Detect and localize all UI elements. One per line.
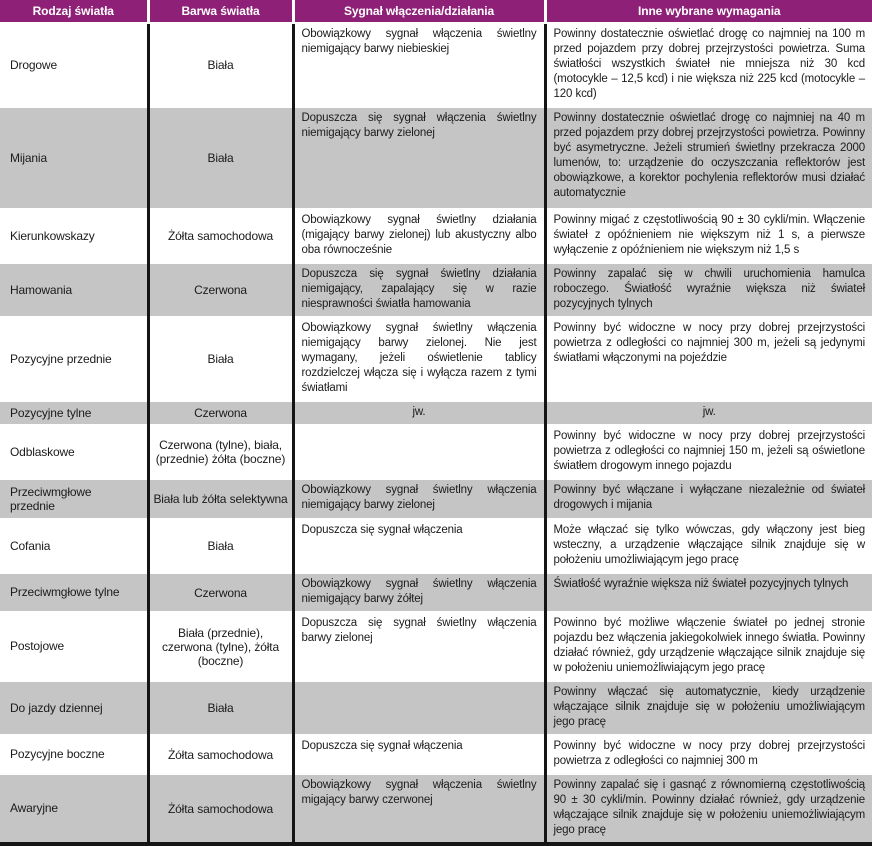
cell-wymagania: Powinny zapalać się i gasnąć z równomierną częstotliwością 90 ± 30 cykli/min. Powinny działać również, gdy urządzenie włączające silnik znajduje się w położeniu uniemożliwiającym jego pracę	[545, 774, 872, 844]
cell-barwa-swiatla: Czerwona	[148, 263, 293, 317]
table-row	[0, 317, 872, 401]
table-row	[0, 107, 872, 209]
cell-sygnal	[293, 425, 545, 479]
cell-sygnal	[293, 681, 545, 735]
cell-wymagania: Może włączać się tylko wówczas, gdy włączony jest bieg wsteczny, a urządzenie włączające silnik znajduje się w położeniu umożliwiającym jego pracę	[545, 519, 872, 573]
cell-rodzaj-swiatla: Mijania	[0, 107, 148, 209]
cell-sygnal: Dopuszcza się sygnał świetlny działania niemigający, zapalający się w razie niesprawności światła hamowania	[293, 263, 545, 317]
table-row	[0, 573, 872, 612]
cell-sygnal: Obowiązkowy sygnał włączenia świetlny niemigający barwy niebieskiej	[293, 23, 545, 107]
cell-wymagania: Powinny być widoczne w nocy przy dobrej przejrzystości powietrza z odległości co najmniej 300 m, jeżeli są jedynymi światłami włączonymi na pojeździe	[545, 317, 872, 401]
cell-rodzaj-swiatla: Odblaskowe	[0, 425, 148, 479]
cell-rodzaj-swiatla: Do jazdy dziennej	[0, 681, 148, 735]
cell-sygnal: Obowiązkowy sygnał włączenia świetlny migający barwy czerwonej	[293, 774, 545, 844]
cell-rodzaj-swiatla: Drogowe	[0, 23, 148, 107]
cell-wymagania: Powinno być możliwe włączenie świateł po jednej stronie pojazdu bez włączenia jakiegokolwiek innego światła. Powinny działać również, gdy urządzenie włączające silnik znajduje się w położeniu uniemożliwiającym jego pracę	[545, 612, 872, 681]
table-header	[0, 0, 872, 23]
cell-barwa-swiatla: Biała (przednie), czerwona (tylne), żółta (boczne)	[148, 612, 293, 681]
cell-sygnal: Obowiązkowy sygnał świetlny włączenia niemigający barwy zielonej	[293, 479, 545, 519]
cell-wymagania: Powinny być włączane i wyłączane niezależnie od świateł drogowych i mijania	[545, 479, 872, 519]
cell-rodzaj-swiatla: Hamowania	[0, 263, 148, 317]
cell-sygnal: Obowiązkowy sygnał świetlny włączenia niemigający barwy żółtej	[293, 573, 545, 612]
cell-barwa-swiatla: Żółta samochodowa	[148, 735, 293, 774]
table-row	[0, 209, 872, 263]
cell-barwa-swiatla: Biała	[148, 317, 293, 401]
cell-rodzaj-swiatla: Pozycyjne przednie	[0, 317, 148, 401]
table-row	[0, 425, 872, 479]
table-row	[0, 774, 872, 844]
table-body	[0, 23, 872, 844]
cell-barwa-swiatla: Czerwona	[148, 401, 293, 425]
cell-rodzaj-swiatla: Przeciwmgłowe przednie	[0, 479, 148, 519]
column-header-rodzaj-swiatla: Rodzaj światła	[0, 0, 148, 23]
cell-sygnal: Dopuszcza się sygnał świetlny włączenia barwy zielonej	[293, 612, 545, 681]
cell-wymagania: Powinny być widoczne w nocy przy dobrej przejrzystości powietrza z odległości co najmniej 150 m, jeżeli są oświetlone światłem drogowym innego pojazdu	[545, 425, 872, 479]
cell-wymagania: Powinny zapalać się w chwili uruchomienia hamulca roboczego. Światłość wyraźnie większa niż świateł pozycyjnych tylnych	[545, 263, 872, 317]
cell-barwa-swiatla: Czerwona (tylne), biała, (przednie) żółta (boczne)	[148, 425, 293, 479]
cell-sygnal: Dopuszcza się sygnał włączenia	[293, 735, 545, 774]
cell-rodzaj-swiatla: Pozycyjne tylne	[0, 401, 148, 425]
cell-rodzaj-swiatla: Awaryjne	[0, 774, 148, 844]
column-header-sygnal: Sygnał włączenia/działania	[293, 0, 545, 23]
cell-barwa-swiatla: Biała	[148, 681, 293, 735]
cell-rodzaj-swiatla: Przeciwmgłowe tylne	[0, 573, 148, 612]
cell-sygnal: Obowiązkowy sygnał świetlny działania (migający barwy zielonej) lub akustyczny albo oba równocześnie	[293, 209, 545, 263]
table-row	[0, 401, 872, 425]
cell-wymagania: Powinny być widoczne w nocy przy dobrej przejrzystości powietrza z odległości co najmniej 300 m	[545, 735, 872, 774]
cell-wymagania: Powinny dostatecznie oświetlać drogę co najmniej na 40 m przed pojazdem przy dobrej przejrzystości powietrza. Powinny być asymetryczne. Jeżeli strumień świetlny przekracza 2000 lumenów, to: urządzenie do oczyszczania reflektorów jest obowiązkowe, a korektor pochylenia reflektorów musi działać automatycznie	[545, 107, 872, 209]
cell-barwa-swiatla: Żółta samochodowa	[148, 774, 293, 844]
cell-wymagania: Powinny dostatecznie oświetlać drogę co najmniej na 100 m przed pojazdem przy dobrej przejrzystości powietrza. Suma światłości wszystkich świateł nie mniejsza niż 30 kcd (motocykle – 12,5 kcd) i nie większa niż 225 kcd (motocykle – 120 kcd)	[545, 23, 872, 107]
cell-sygnal: Obowiązkowy sygnał świetlny włączenia niemigający barwy zielonej. Nie jest wymagany, jeżeli oświetlenie tablicy rozdzielczej włącza się i wyłącza razem z tymi światłami	[293, 317, 545, 401]
cell-rodzaj-swiatla: Kierunkowskazy	[0, 209, 148, 263]
cell-sygnal: Dopuszcza się sygnał włączenia	[293, 519, 545, 573]
table-row	[0, 479, 872, 519]
table-row	[0, 735, 872, 774]
cell-barwa-swiatla: Czerwona	[148, 573, 293, 612]
table-row	[0, 681, 872, 735]
cell-rodzaj-swiatla: Pozycyjne boczne	[0, 735, 148, 774]
table-row	[0, 519, 872, 573]
cell-rodzaj-swiatla: Cofania	[0, 519, 148, 573]
cell-sygnal: jw.	[293, 401, 545, 425]
cell-wymagania: jw.	[545, 401, 872, 425]
column-header-barwa-swiatla: Barwa światła	[148, 0, 293, 23]
cell-wymagania: Powinny migać z częstotliwością 90 ± 30 cykli/min. Włączenie świateł z opóźnieniem nie większym niż 1 s, a pierwsze wyłączenie z opóźnieniem nie większym niż 1,5 s	[545, 209, 872, 263]
table-row	[0, 263, 872, 317]
cell-sygnal: Dopuszcza się sygnał włączenia świetlny niemigający barwy zielonej	[293, 107, 545, 209]
cell-wymagania: Światłość wyraźnie większa niż świateł pozycyjnych tylnych	[545, 573, 872, 612]
cell-barwa-swiatla: Biała	[148, 519, 293, 573]
table-row	[0, 612, 872, 681]
cell-barwa-swiatla: Żółta samochodowa	[148, 209, 293, 263]
cell-barwa-swiatla: Biała	[148, 107, 293, 209]
cell-barwa-swiatla: Biała lub żółta selektywna	[148, 479, 293, 519]
cell-barwa-swiatla: Biała	[148, 23, 293, 107]
table-row	[0, 23, 872, 107]
column-header-wymagania: Inne wybrane wymagania	[545, 0, 872, 23]
header-row	[0, 0, 872, 23]
cell-rodzaj-swiatla: Postojowe	[0, 612, 148, 681]
cell-wymagania: Powinny włączać się automatycznie, kiedy urządzenie włączające silnik znajduje się w położeniu umożliwiającym jego pracę	[545, 681, 872, 735]
